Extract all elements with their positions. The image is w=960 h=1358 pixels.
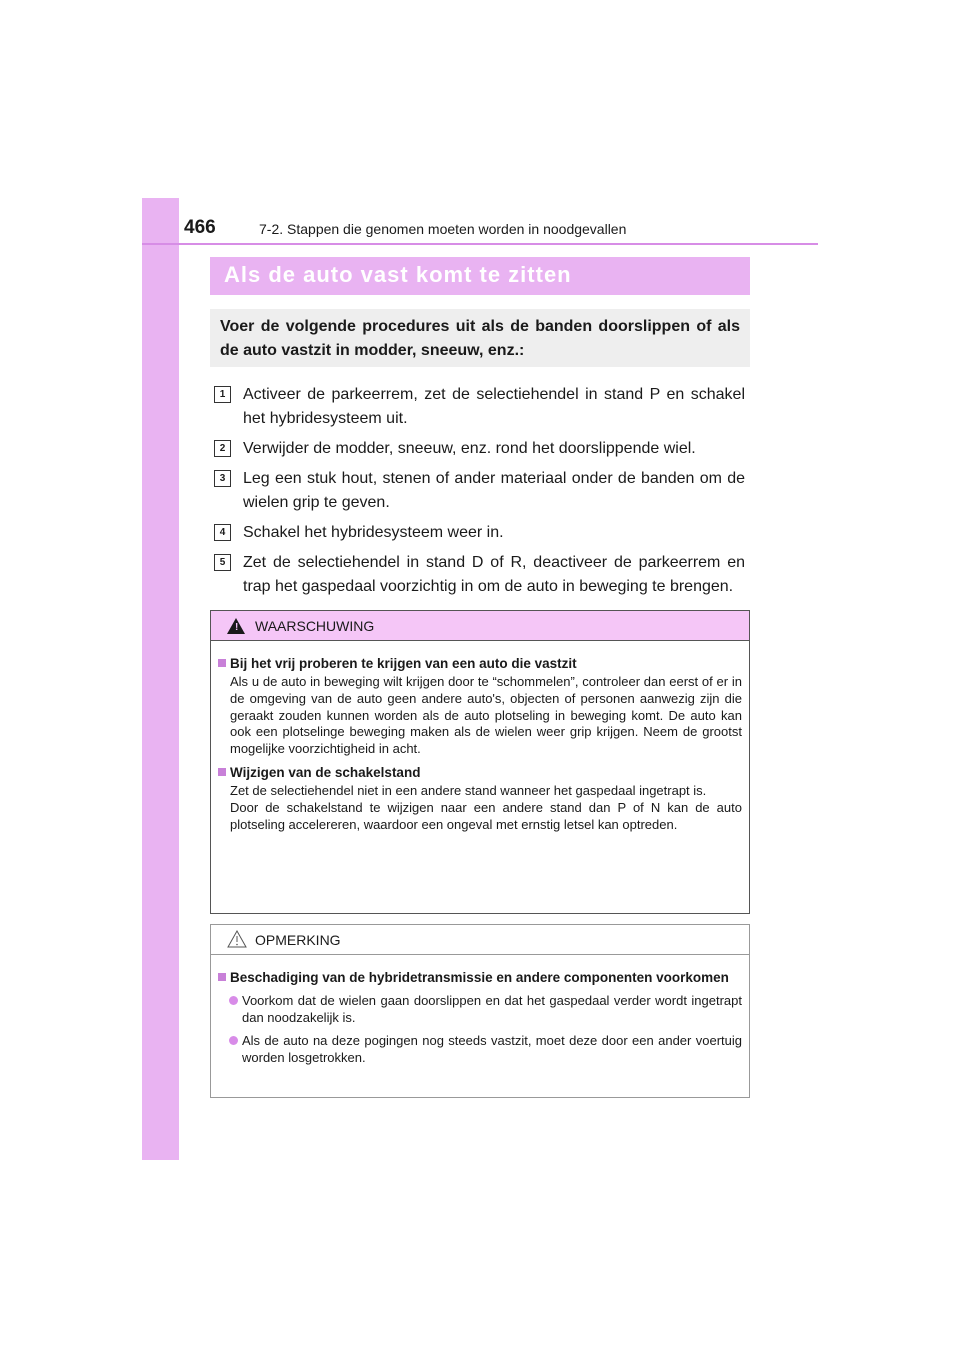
- warning-exclamation-mark: !: [235, 622, 239, 633]
- note-item-title: [218, 969, 742, 986]
- note-bullet-text: Voorkom dat de wielen gaan doorslippen en dat het gaspedaal verder wordt ingetrapt dan noodzakelijk is.: [242, 993, 742, 1025]
- chapter-title: 7-2. Stappen die genomen moeten worden in noodgevallen: [259, 221, 627, 237]
- round-bullet-icon: [229, 996, 238, 1005]
- step-text: Leg een stuk hout, stenen of ander materiaal onder de banden om de wielen grip te geven.: [243, 470, 745, 511]
- chapter-side-tab: [142, 198, 179, 1160]
- warning-header: [211, 611, 749, 641]
- note-header: [211, 925, 749, 955]
- warning-item-text: Door de schakelstand te wijzigen naar een andere stand dan P of N kan de auto plotseling accelereren, waardoor een ongeval met ernstig letsel kan optreden.: [230, 799, 742, 832]
- round-bullet-icon: [229, 1036, 238, 1045]
- step-text: Zet de selectiehendel in stand D of R, deactiveer de parkeerrem en trap het gaspedaal voorzichtig in om de auto in beweging te brengen.: [243, 554, 745, 595]
- step-number: 3: [214, 470, 231, 487]
- steps-list: [214, 383, 754, 605]
- note-bullet-text: Als de auto na deze pogingen nog steeds vastzit, moet deze door een ander voertuig worden losgetrokken.: [242, 1033, 742, 1065]
- page-number: 466: [184, 217, 216, 238]
- warning-item-text: Zet de selectiehendel niet in een andere stand wanneer het gaspedaal ingetrapt is.: [230, 782, 707, 798]
- note-item-title-text: Beschadiging van de hybridetransmissie en andere componenten voorkomen: [230, 970, 729, 985]
- note-item: [218, 969, 742, 1066]
- warning-item-title-text: Wijzigen van de schakelstand: [230, 764, 421, 780]
- warning-item-title: [218, 655, 742, 672]
- step-item: [214, 467, 754, 515]
- note-label: OPMERKING: [255, 932, 341, 948]
- warning-label: WAARSCHUWING: [255, 618, 375, 634]
- section-title-bar: [210, 257, 750, 295]
- warning-item-text: Als u de auto in beweging wilt krijgen door te “schommelen”, controleer dan eerst of er in de omgeving van de auto geen andere auto's, objecten of personen aanwezig zijn die geraakt zouden kunnen worden als de auto plotseling in beweging komt. De auto kan ook een plotselinge beweging maken als de wielen weer grip krijgen. Neem de grootst mogelijke voorzichtigheid in acht.: [230, 674, 742, 757]
- warning-item-title-text: Bij het vrij proberen te krijgen van een auto die vastzit: [230, 656, 577, 671]
- step-text: Activeer de parkeerrem, zet de selectiehendel in stand P en schakel het hybridesysteem uit.: [243, 386, 745, 427]
- note-bullet: [218, 992, 742, 1026]
- caution-outline-triangle-icon: [227, 930, 247, 948]
- square-bullet-icon: [218, 768, 226, 776]
- step-item: [214, 383, 754, 431]
- step-text: Verwijder de modder, sneeuw, enz. rond het doorslippende wiel.: [243, 440, 696, 457]
- step-item: [214, 551, 754, 599]
- intro-box: [210, 309, 750, 367]
- square-bullet-icon: [218, 973, 226, 981]
- step-number: 1: [214, 386, 231, 403]
- warning-item: [218, 655, 742, 758]
- step-number: 5: [214, 554, 231, 571]
- note-body: [211, 955, 749, 1066]
- step-item: [214, 521, 754, 545]
- note-box: [210, 924, 750, 1098]
- step-text: Schakel het hybridesysteem weer in.: [243, 524, 504, 541]
- intro-text: Voer de volgende procedures uit als de banden doorslippen of als de auto vastzit in modder, sneeuw, enz.:: [220, 318, 740, 359]
- step-number: 4: [214, 524, 231, 541]
- header-divider: [142, 243, 818, 245]
- warning-item-title: [218, 764, 742, 781]
- warning-box: [210, 610, 750, 914]
- step-item: [214, 437, 754, 461]
- step-number: 2: [214, 440, 231, 457]
- section-title: Als de auto vast komt te zitten: [224, 262, 572, 287]
- note-bullet: [218, 1032, 742, 1066]
- warning-item: [218, 764, 742, 833]
- warning-body: [211, 641, 749, 833]
- square-bullet-icon: [218, 659, 226, 667]
